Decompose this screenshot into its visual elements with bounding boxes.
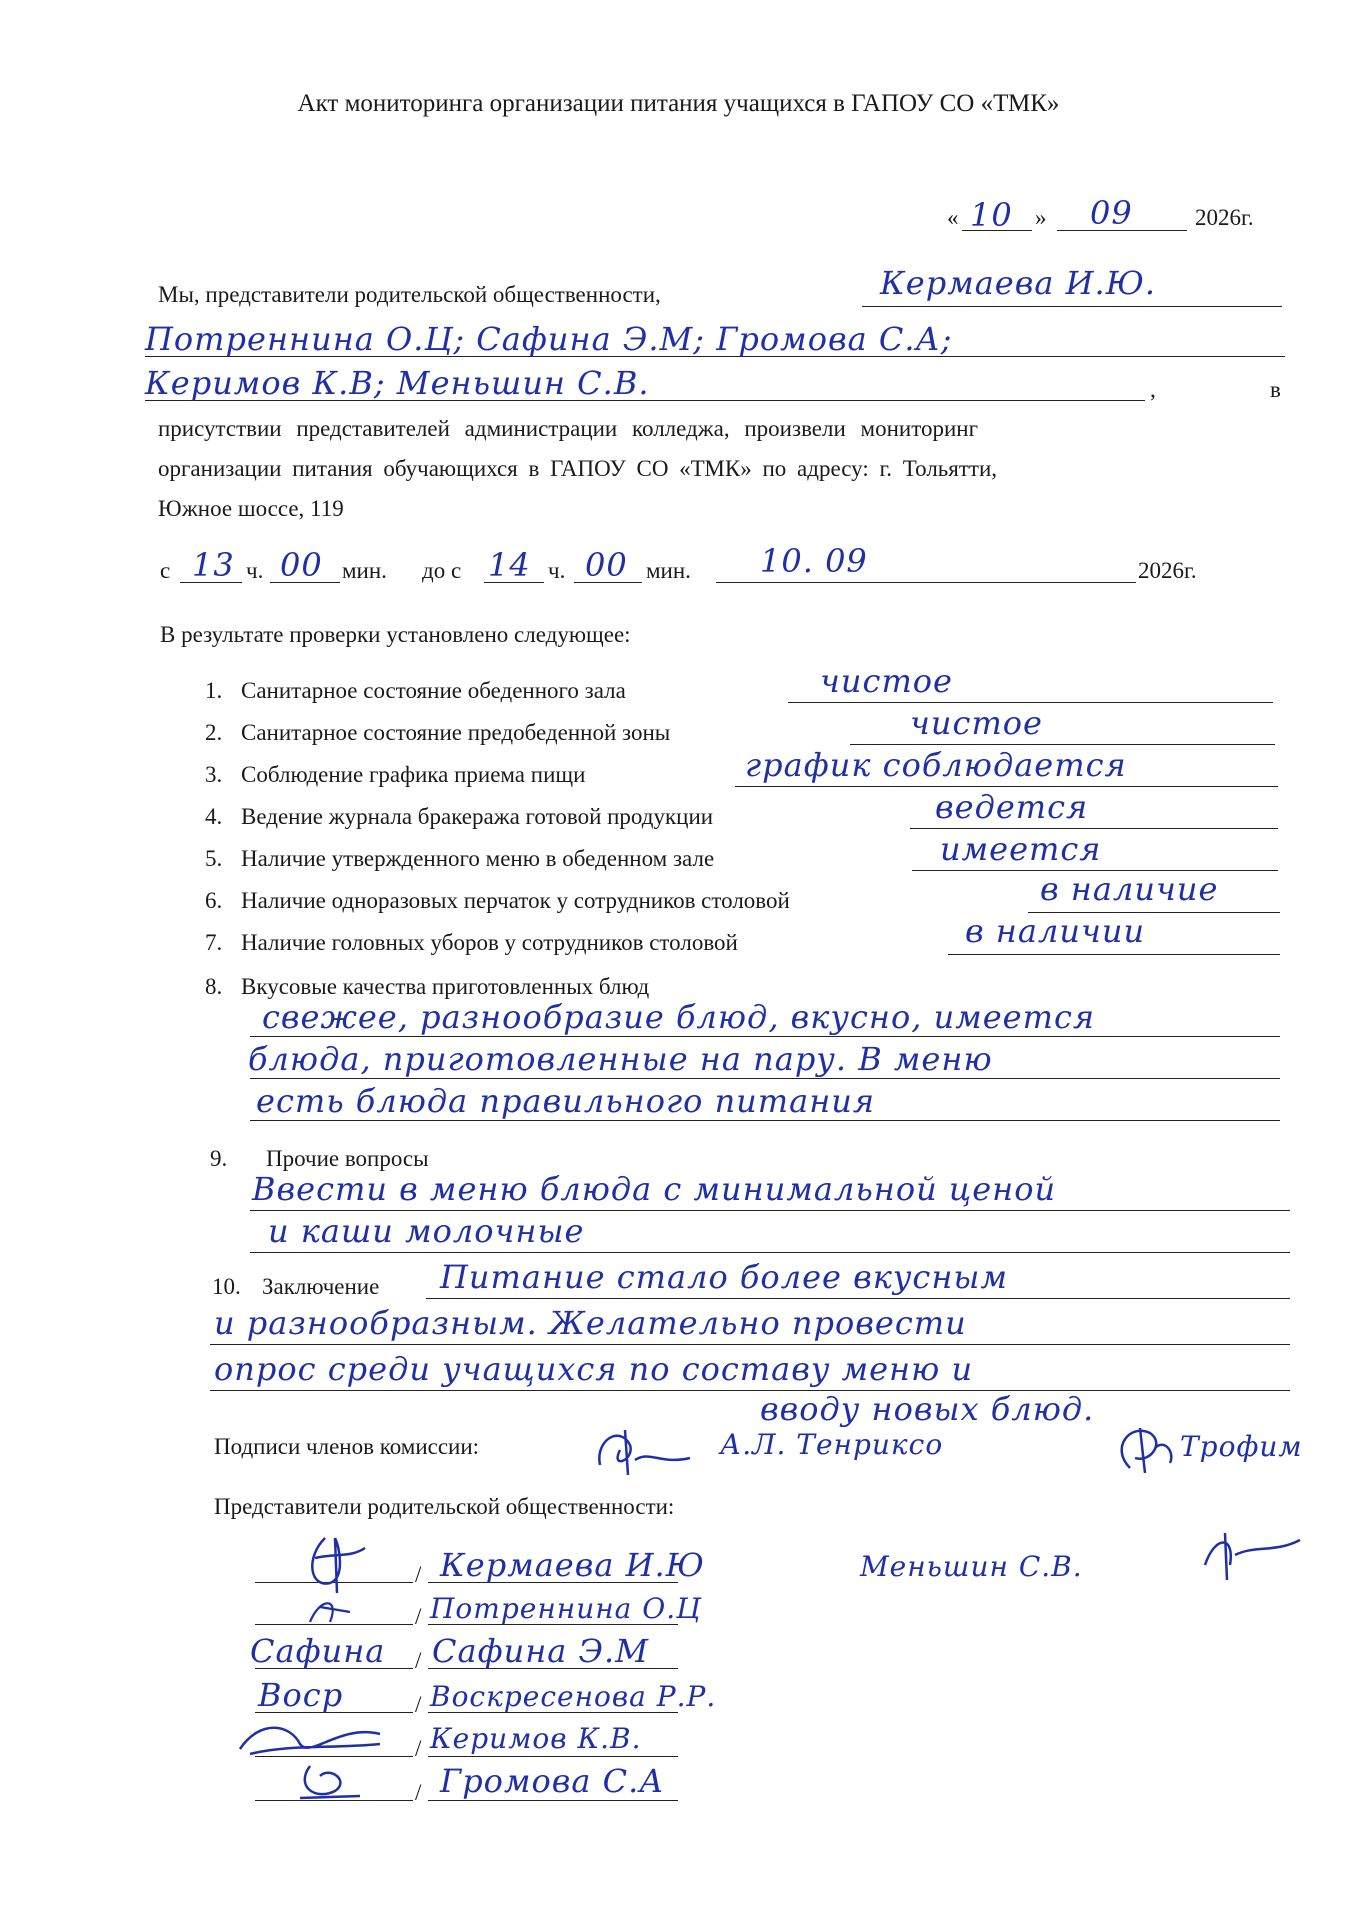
item-4-label: Ведение журнала бракеража готовой продукции	[241, 804, 714, 829]
parent-row-6-name: Громова С.А	[440, 1762, 665, 1800]
parent-row-4-written: Воср	[258, 1676, 344, 1714]
time-hour-label-2: ч.	[548, 558, 566, 583]
item-10-line-3	[210, 1390, 1290, 1391]
item-10-line-2	[210, 1344, 1290, 1345]
time-from-min: 00	[280, 546, 323, 584]
date-month-hw: 09	[1090, 194, 1133, 232]
time-min-label-2: мин.	[646, 558, 691, 583]
intro-names-1: Кермаева И.Ю.	[880, 264, 1157, 302]
item-4-answer: ведется	[935, 788, 1089, 826]
item-8-line-2	[250, 1078, 1280, 1079]
commission-signature-2	[1110, 1418, 1180, 1478]
intro-names-2: Потреннина О.Ц; Сафина Э.М; Громова С.А;	[145, 320, 953, 358]
item-2-answer: чистое	[910, 704, 1043, 742]
date-open-quote: «	[947, 205, 959, 230]
time-year: 2026г.	[1138, 558, 1197, 583]
item-1-answer: чистое	[820, 662, 953, 700]
intro-text-1: присутствии представителей администрации колледжа, произвели мониторинг	[158, 416, 979, 441]
date-year: 2026г.	[1195, 205, 1254, 230]
intro-lead: Мы, представители родительской общественности,	[158, 282, 661, 307]
item-8-answer-3: есть блюда правильного питания	[256, 1082, 876, 1120]
item-3-label: Соблюдение графика приема пищи	[241, 762, 586, 787]
parent-row-5-slash: /	[415, 1736, 422, 1761]
parents-label: Представители родительской общественности:	[214, 1494, 675, 1519]
item-9-line-2	[250, 1252, 1290, 1253]
time-from-label: с	[160, 558, 171, 583]
parent-row-4-slash: /	[415, 1692, 422, 1717]
item-9: 9. Прочие вопросы	[210, 1146, 429, 1171]
parent-row-3-slash: /	[415, 1648, 422, 1673]
item-7-label: Наличие головных уборов у сотрудников столовой	[241, 930, 738, 955]
item-2-label: Санитарное состояние предобеденной зоны	[241, 720, 671, 745]
item-8-answer-1: свежее, разнообразие блюд, вкусно, имеется	[262, 998, 1096, 1036]
commission-signature-1	[590, 1420, 700, 1480]
time-from-hour: 13	[192, 546, 235, 584]
time-min-label-1: мин.	[342, 558, 387, 583]
parent-row-2-slash: /	[415, 1604, 422, 1629]
item-10-answer-4: вводу новых блюд.	[760, 1390, 1095, 1428]
parent-row-5-name-line	[428, 1756, 678, 1757]
item-1-label: Санитарное состояние обеденного зала	[241, 678, 626, 703]
item-10-answer-1: Питание стало более вкусным	[440, 1258, 1008, 1296]
item-3-line	[735, 786, 1278, 787]
time-to-label: до с	[422, 558, 462, 583]
date-day-hw: 10	[970, 196, 1013, 234]
item-3: 3. Соблюдение графика приема пищи	[205, 762, 586, 787]
parent-extra-signature	[1195, 1525, 1305, 1585]
intro-names-3: Керимов К.В; Меньшин С.В.	[145, 364, 650, 402]
item-7-line	[948, 954, 1280, 955]
item-8-line-3	[250, 1120, 1280, 1121]
item-9-answer-1: Ввести в меню блюда с минимальной ценой	[252, 1170, 1057, 1208]
parent-extra-name: Меньшин С.В.	[860, 1550, 1083, 1583]
item-6-label: Наличие одноразовых перчаток у сотрудников столовой	[241, 888, 790, 913]
intro-text-2: организации питания обучающихся в ГАПОУ СО «ТМК» по адресу: г. Тольятти,	[158, 456, 998, 481]
date-close-quote: »	[1035, 205, 1047, 230]
item-5-label: Наличие утвержденного меню в обеденном зале	[241, 846, 715, 871]
time-date-hw: 10. 09	[760, 542, 868, 580]
item-9-answer-2: и каши молочные	[268, 1212, 585, 1250]
parent-row-6-slash: /	[415, 1780, 422, 1805]
time-date-line	[716, 582, 1136, 583]
item-7: 7. Наличие головных уборов у сотрудников столовой	[205, 930, 738, 955]
intro-comma: ,	[1150, 377, 1156, 402]
parent-row-1-name: Кермаева И.Ю	[440, 1546, 705, 1584]
item-10: 10. Заключение	[212, 1274, 380, 1299]
item-2: 2. Санитарное состояние предобеденной зоны	[205, 720, 671, 745]
item-8: 8. Вкусовые качества приготовленных блюд	[205, 974, 650, 999]
item-2-line	[850, 744, 1275, 745]
item-5: 5. Наличие утвержденного меню в обеденном зале	[205, 846, 715, 871]
item-7-answer: в наличии	[965, 912, 1146, 950]
parent-row-1-slash: /	[415, 1562, 422, 1587]
item-8-label: Вкусовые качества приготовленных блюд	[241, 974, 650, 999]
item-8-line-1	[250, 1036, 1280, 1037]
item-5-answer: имеется	[940, 830, 1102, 868]
item-3-answer: график соблюдается	[745, 746, 1127, 784]
item-6-answer: в наличие	[1040, 870, 1219, 908]
time-to-min: 00	[585, 546, 628, 584]
parent-row-5-name: Керимов К.В.	[430, 1722, 642, 1755]
parent-row-4-name: Воскресенова Р.Р.	[430, 1680, 717, 1713]
time-to-hour: 14	[488, 546, 531, 584]
intro-text-3: Южное шоссе, 119	[158, 496, 344, 521]
parent-row-2-name: Потреннина О.Ц	[430, 1592, 702, 1625]
result-label: В результате проверки установлено следующее:	[160, 622, 631, 647]
item-1: 1. Санитарное состояние обеденного зала	[205, 678, 626, 703]
intro-in-word: в	[1270, 377, 1281, 402]
parent-row-6-name-line	[428, 1800, 678, 1801]
item-6: 6. Наличие одноразовых перчаток у сотрудников столовой	[205, 888, 790, 913]
parent-row-2-signature	[300, 1592, 360, 1628]
item-10-answer-3: опрос среди учащихся по составу меню и	[214, 1350, 974, 1388]
intro-line-1	[862, 306, 1282, 307]
parent-row-1-signature	[295, 1528, 375, 1598]
time-hour-label-1: ч.	[246, 558, 264, 583]
parent-row-3-written: Сафина	[250, 1632, 386, 1670]
document-title: Акт мониторинга организации питания учащихся в ГАПОУ СО «ТМК»	[297, 90, 1060, 117]
commission-name-1: А.Л. Тенриксо	[720, 1428, 944, 1461]
item-10-line-1	[426, 1298, 1290, 1299]
item-8-answer-2: блюда, приготовленные на пару. В меню	[248, 1040, 993, 1078]
commission-label: Подписи членов комиссии:	[214, 1434, 480, 1459]
item-10-answer-2: и разнообразным. Желательно провести	[214, 1304, 967, 1342]
item-1-line	[788, 702, 1273, 703]
item-10-label: Заключение	[262, 1274, 380, 1299]
item-9-line-1	[250, 1210, 1290, 1211]
item-4: 4. Ведение журнала бракеража готовой продукции	[205, 804, 714, 829]
commission-name-2: Трофим	[1180, 1430, 1303, 1463]
item-4-line	[910, 828, 1278, 829]
parent-row-3-name: Сафина Э.М	[432, 1632, 649, 1670]
item-9-label: Прочие вопросы	[266, 1146, 429, 1171]
parent-row-6-signature	[290, 1756, 370, 1806]
